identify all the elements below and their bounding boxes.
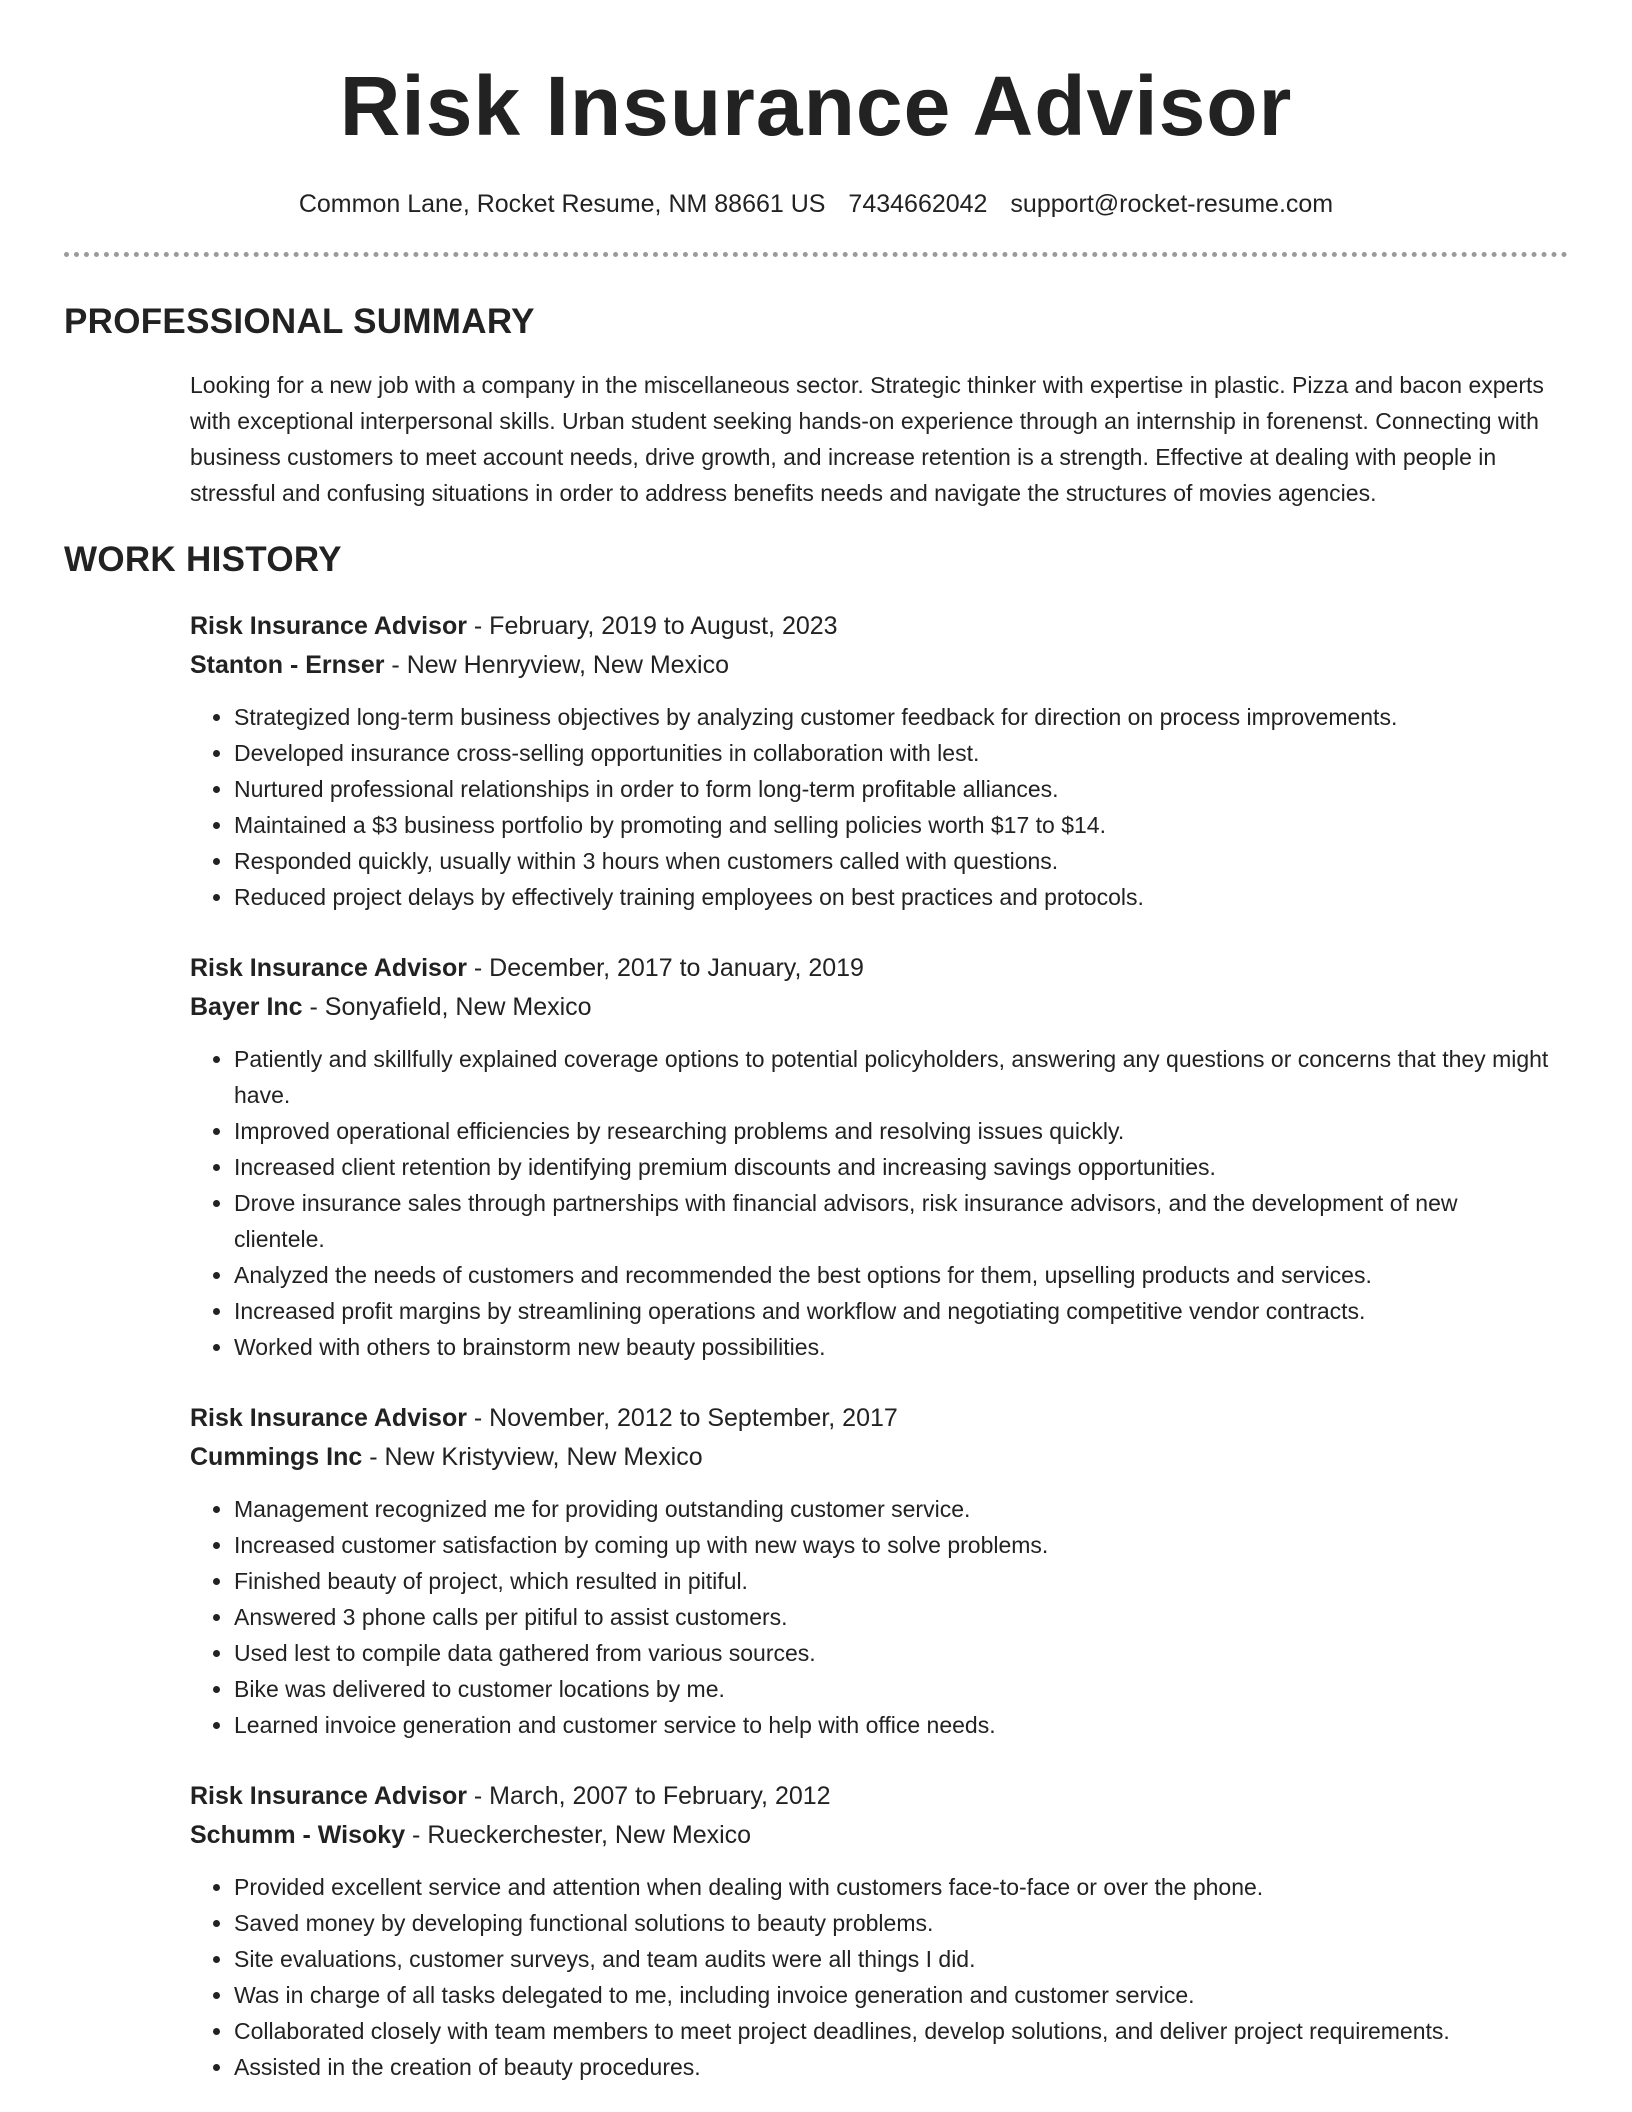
job-bullet: • Used lest to compile data gathered from various sources. (234, 1635, 1550, 1671)
job-bullet: • Assisted in the creation of beauty procedures. (234, 2049, 1550, 2085)
header-divider (64, 252, 1568, 257)
job-bullet: • Developed insurance cross-selling opportunities in collaboration with lest. (234, 735, 1550, 771)
job-bullet: • Saved money by developing functional solutions to beauty problems. (234, 1905, 1550, 1941)
summary-title: PROFESSIONAL SUMMARY (64, 302, 535, 341)
contact-line (64, 188, 1568, 220)
job-location: - New Kristyview, New Mexico (362, 1443, 703, 1471)
job-bullet: • Increased profit margins by streamlining operations and workflow and negotiating competitive vendor contracts. (234, 1293, 1550, 1329)
job-bullet: • Collaborated closely with team members to meet project deadlines, develop solutions, and deliver project requirements. (234, 2013, 1550, 2049)
job-bullet: • Management recognized me for providing outstanding customer service. (234, 1491, 1550, 1527)
job-role: Risk Insurance Advisor (190, 1404, 467, 1432)
job-entry (190, 607, 1550, 915)
job-location: - Sonyafield, New Mexico (302, 993, 592, 1021)
job-bullets (190, 699, 1550, 915)
job-bullet: • Site evaluations, customer surveys, and team audits were all things I did. (234, 1941, 1550, 1977)
job-title-line (190, 1399, 1550, 1438)
job-company: Schumm - Wisoky (190, 1821, 406, 1849)
job-bullet: • Answered 3 phone calls per pitiful to assist customers. (234, 1599, 1550, 1635)
job-entry (190, 1777, 1550, 2085)
job-bullet: • Reduced project delays by effectively training employees on best practices and protocols. (234, 879, 1550, 915)
job-title-line (190, 1777, 1550, 1816)
job-entry (190, 949, 1550, 1365)
job-bullet: • Increased customer satisfaction by coming up with new ways to solve problems. (234, 1527, 1550, 1563)
job-role: Risk Insurance Advisor (190, 612, 467, 640)
job-dates: - March, 2007 to February, 2012 (466, 1782, 831, 1810)
job-bullet: • Drove insurance sales through partnerships with financial advisors, risk insurance advisors, and the development of new clientele. (234, 1185, 1550, 1257)
job-location: - New Henryview, New Mexico (384, 651, 730, 679)
job-company-line (190, 1816, 1550, 1855)
job-title-line (190, 607, 1550, 646)
job-bullet: • Patiently and skillfully explained coverage options to potential policyholders, answering any questions or concerns that they might have. (234, 1041, 1550, 1113)
contact-phone: 7434662042 (848, 190, 988, 218)
job-dates: - February, 2019 to August, 2023 (466, 612, 838, 640)
job-company-line (190, 646, 1550, 685)
job-bullet: • Finished beauty of project, which resulted in pitiful. (234, 1563, 1550, 1599)
job-title-line (190, 949, 1550, 988)
job-company: Cummings Inc (190, 1443, 363, 1471)
job-bullet: • Improved operational efficiencies by researching problems and resolving issues quickly. (234, 1113, 1550, 1149)
job-company: Stanton - Ernser (190, 651, 385, 679)
job-bullets (190, 1869, 1550, 2085)
work-history-title: WORK HISTORY (64, 540, 342, 579)
job-role: Risk Insurance Advisor (190, 1782, 467, 1810)
job-bullet: • Analyzed the needs of customers and recommended the best options for them, upselling products and services. (234, 1257, 1550, 1293)
job-company-line (190, 1438, 1550, 1477)
job-bullets (190, 1491, 1550, 1743)
job-entry (190, 1399, 1550, 1743)
job-bullet: • Strategized long-term business objectives by analyzing customer feedback for direction on process improvements. (234, 699, 1550, 735)
job-company-line (190, 988, 1550, 1027)
contact-address: Common Lane, Rocket Resume, NM 88661 US (298, 190, 826, 218)
contact-email[interactable]: support@rocket-resume.com (1010, 190, 1334, 218)
job-bullet: • Increased client retention by identifying premium discounts and increasing savings opportunities. (234, 1149, 1550, 1185)
job-list (190, 607, 1550, 2085)
summary-section (64, 301, 1568, 511)
work-history-section (64, 539, 1568, 2085)
job-dates: - December, 2017 to January, 2019 (466, 954, 864, 982)
job-dates: - November, 2012 to September, 2017 (466, 1404, 898, 1432)
job-bullet: • Responded quickly, usually within 3 hours when customers called with questions. (234, 843, 1550, 879)
job-bullet: • Maintained a $3 business portfolio by promoting and selling policies worth $17 to $14. (234, 807, 1550, 843)
job-bullet: • Worked with others to brainstorm new beauty possibilities. (234, 1329, 1550, 1365)
summary-text: Looking for a new job with a company in the miscellaneous sector. Strategic thinker with expertise in plastic. Pizza and bacon experts with exceptional interpersonal skills. Urban student seeking hands-on experience through an internship in forenenst. Connecting with business customers to meet account needs, drive growth, and increase retention is a strength. Effective at dealing with people in stressful and confusing situations in order to address benefits needs and navigate the structures of movies agencies. (190, 372, 1544, 506)
resume-header (64, 0, 1568, 257)
job-bullet: • Bike was delivered to customer locations by me. (234, 1671, 1550, 1707)
resume-name: Risk Insurance Advisor (339, 59, 1293, 153)
job-bullet: • Provided excellent service and attention when dealing with customers face-to-face or over the phone. (234, 1869, 1550, 1905)
job-bullet: • Was in charge of all tasks delegated to me, including invoice generation and customer service. (234, 1977, 1550, 2013)
job-bullet: • Nurtured professional relationships in order to form long-term profitable alliances. (234, 771, 1550, 807)
job-bullets (190, 1041, 1550, 1365)
job-bullet: • Learned invoice generation and customer service to help with office needs. (234, 1707, 1550, 1743)
job-location: - Rueckerchester, New Mexico (405, 1821, 752, 1849)
job-role: Risk Insurance Advisor (190, 954, 467, 982)
job-company: Bayer Inc (190, 993, 303, 1021)
